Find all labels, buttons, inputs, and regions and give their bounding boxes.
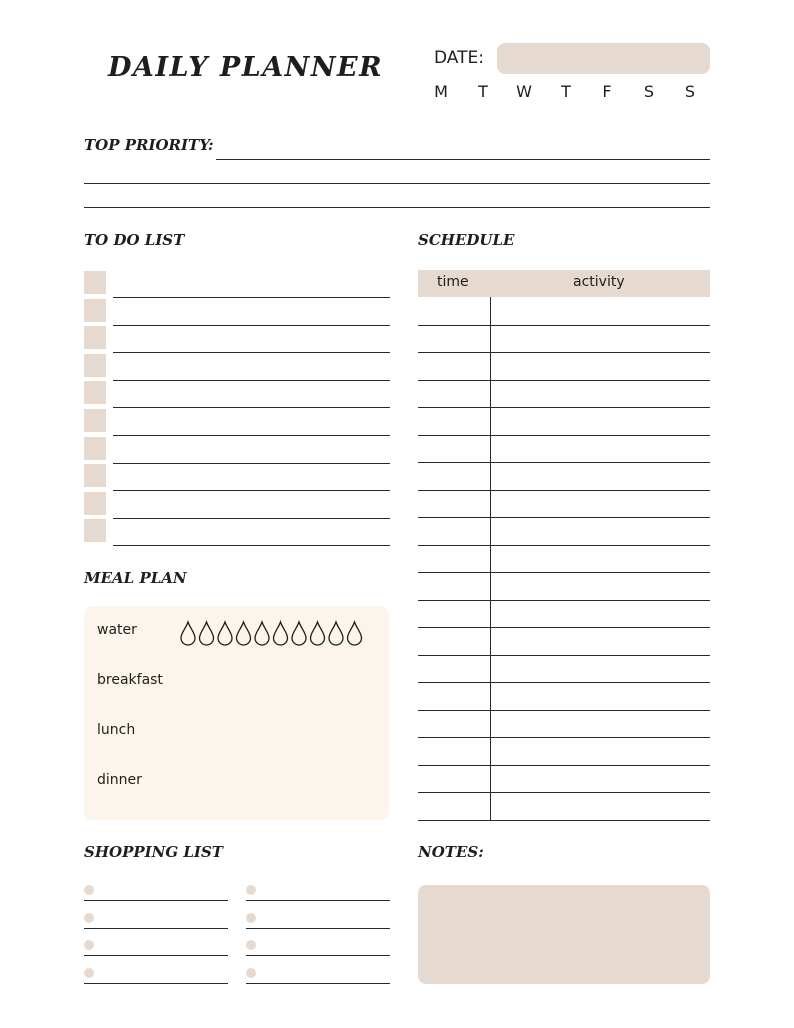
todo-checkbox[interactable] [84, 464, 106, 487]
bullet-icon [84, 913, 94, 923]
todo-line[interactable] [113, 435, 390, 436]
schedule-row-line[interactable] [418, 627, 710, 628]
schedule-header [418, 270, 710, 297]
shopping-line[interactable] [84, 955, 228, 956]
top-priority-line[interactable] [84, 207, 710, 208]
schedule-row-line[interactable] [418, 490, 710, 491]
schedule-time-header: time [437, 274, 469, 290]
todo-checkbox[interactable] [84, 354, 106, 377]
schedule-row-line[interactable] [418, 380, 710, 381]
water-label: water [97, 622, 137, 638]
schedule-row-line[interactable] [418, 435, 710, 436]
schedule-row-line[interactable] [418, 352, 710, 353]
todo-checkbox[interactable] [84, 519, 106, 542]
todo-line[interactable] [113, 325, 390, 326]
schedule-row-line[interactable] [418, 600, 710, 601]
todo-line[interactable] [113, 545, 390, 546]
bullet-icon [246, 968, 256, 978]
day-wednesday[interactable]: W [516, 82, 532, 101]
bullet-icon [246, 913, 256, 923]
schedule-row-line[interactable] [418, 682, 710, 683]
schedule-row-line[interactable] [418, 462, 710, 463]
schedule-divider [490, 297, 491, 821]
todo-line[interactable] [113, 463, 390, 464]
bullet-icon [246, 940, 256, 950]
schedule-row-line[interactable] [418, 710, 710, 711]
schedule-activity-header: activity [573, 274, 625, 290]
todo-checkbox[interactable] [84, 437, 106, 460]
page-title: DAILY PLANNER [108, 52, 384, 83]
shopping-line[interactable] [246, 983, 390, 984]
todo-checkbox[interactable] [84, 299, 106, 322]
shopping-line[interactable] [246, 928, 390, 929]
dinner-label[interactable]: dinner [97, 772, 142, 788]
shopping-line[interactable] [84, 928, 228, 929]
day-friday[interactable]: F [602, 82, 612, 101]
bullet-icon [246, 885, 256, 895]
schedule-row-line[interactable] [418, 820, 710, 821]
schedule-row-line[interactable] [418, 765, 710, 766]
top-priority-line[interactable] [84, 183, 710, 184]
schedule-row-line[interactable] [418, 655, 710, 656]
day-sunday[interactable]: S [684, 82, 696, 101]
water-drop-icon[interactable] [348, 622, 362, 645]
water-drops [180, 620, 366, 646]
day-thursday[interactable]: T [561, 82, 571, 101]
notes-area[interactable] [418, 885, 710, 984]
todo-checkbox[interactable] [84, 381, 106, 404]
todo-line[interactable] [113, 297, 390, 298]
schedule-row-line[interactable] [418, 572, 710, 573]
lunch-label[interactable]: lunch [97, 722, 136, 738]
meal-plan-title: MEAL PLAN [84, 569, 187, 587]
todo-line[interactable] [113, 380, 390, 381]
todo-line[interactable] [113, 490, 390, 491]
date-field[interactable] [497, 43, 710, 74]
schedule-row-line[interactable] [418, 792, 710, 793]
notes-title: NOTES: [418, 843, 484, 861]
schedule-row-line[interactable] [418, 407, 710, 408]
schedule-row-line[interactable] [418, 517, 710, 518]
todo-checkbox[interactable] [84, 492, 106, 515]
breakfast-label[interactable]: breakfast [97, 672, 163, 688]
schedule-row-line[interactable] [418, 737, 710, 738]
todo-line[interactable] [113, 352, 390, 353]
todo-title: TO DO LIST [84, 231, 185, 249]
water-drop-icon[interactable] [200, 622, 214, 645]
water-drop-icon[interactable] [292, 622, 306, 645]
todo-checkbox[interactable] [84, 326, 106, 349]
day-saturday[interactable]: S [643, 82, 655, 101]
todo-line[interactable] [113, 518, 390, 519]
top-priority-line[interactable] [216, 159, 710, 160]
todo-checkbox[interactable] [84, 271, 106, 294]
todo-checkbox[interactable] [84, 409, 106, 432]
water-drop-icon[interactable] [329, 622, 343, 645]
shopping-line[interactable] [246, 955, 390, 956]
schedule-row-line[interactable] [418, 325, 710, 326]
day-tuesday[interactable]: T [478, 82, 488, 101]
schedule-row-line[interactable] [418, 545, 710, 546]
water-drop-icon[interactable] [311, 622, 325, 645]
water-drop-icon[interactable] [237, 622, 251, 645]
date-label: DATE: [434, 48, 484, 68]
bullet-icon [84, 940, 94, 950]
shopping-line[interactable] [84, 900, 228, 901]
bullet-icon [84, 885, 94, 895]
day-monday[interactable]: M [434, 82, 448, 101]
water-drop-icon[interactable] [274, 622, 288, 645]
shopping-list-title: SHOPPING LIST [84, 843, 223, 861]
schedule-title: SCHEDULE [418, 231, 515, 249]
todo-line[interactable] [113, 407, 390, 408]
water-drop-icon[interactable] [181, 622, 195, 645]
water-drop-icon[interactable] [255, 622, 269, 645]
shopping-line[interactable] [84, 983, 228, 984]
bullet-icon [84, 968, 94, 978]
shopping-line[interactable] [246, 900, 390, 901]
meal-plan-box [84, 606, 389, 820]
top-priority-title: TOP PRIORITY: [84, 136, 214, 154]
water-drop-icon[interactable] [218, 622, 232, 645]
